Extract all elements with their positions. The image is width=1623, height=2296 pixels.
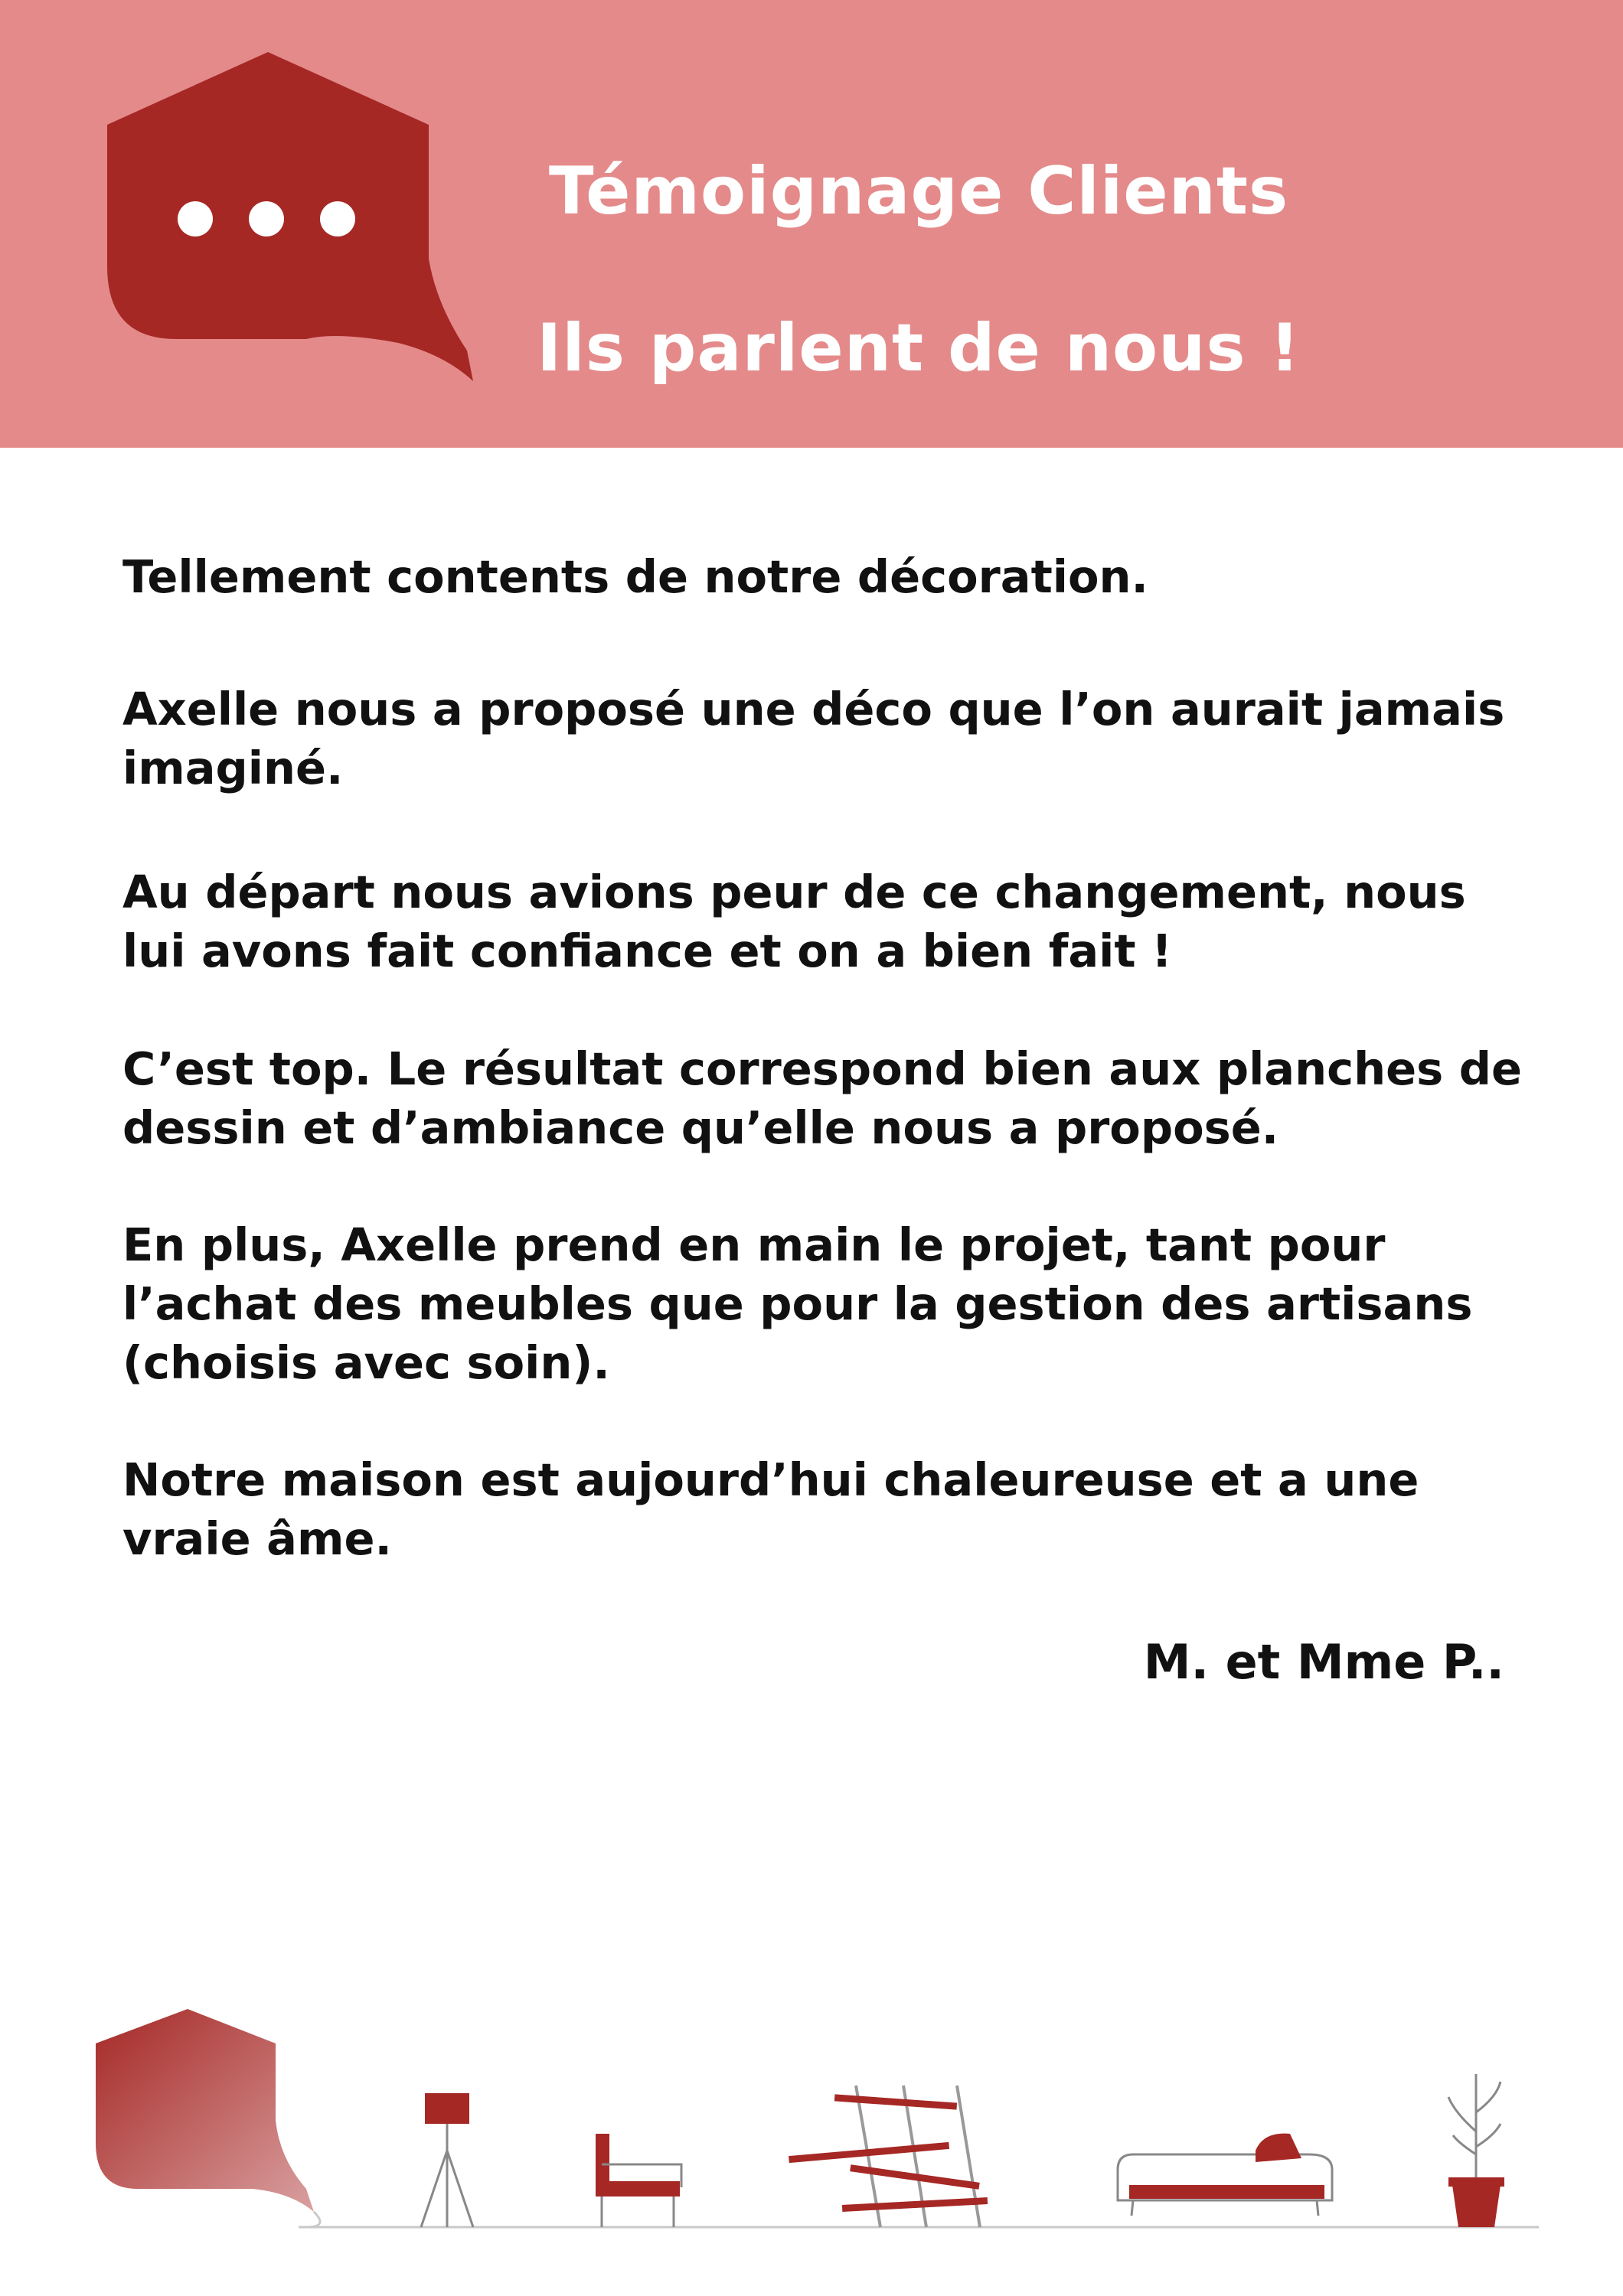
- testimonial-paragraph: Tellement contents de notre décoration.: [122, 550, 1148, 603]
- page-subtitle: Ils parlent de nous !: [537, 310, 1301, 386]
- signature: M. et Mme P..: [1143, 1634, 1504, 1690]
- testimonial-paragraph: Notre maison est aujourd’hui chaleureuse et a une vraie âme.: [122, 1453, 1419, 1565]
- testimonial-paragraph: Au départ nous avions peur de ce changement, nous lui avons fait confiance et on a bien fait !: [122, 866, 1466, 977]
- testimonial-paragraph: En plus, Axelle prend en main le projet, tant pour l’achat des meubles que pour la gestion des artisans (choisis avec soin).: [122, 1218, 1473, 1389]
- shelf-icon: [789, 2086, 988, 2227]
- testimonial-paragraph: C’est top. Le résultat correspond bien aux planches de dessin et d’ambiance qu’elle nous a proposé.: [122, 1042, 1523, 1154]
- footer-furniture-illustration: [84, 1998, 1546, 2250]
- house-bubble-icon: [96, 2009, 320, 2227]
- page-title: Témoignage Clients: [548, 153, 1289, 230]
- plant-pot-icon: [1448, 2074, 1504, 2227]
- armchair-icon: [596, 2134, 681, 2227]
- header-banner: [0, 0, 1623, 448]
- house-speech-bubble-icon: [107, 52, 475, 389]
- floor-lamp-icon: [421, 2093, 473, 2227]
- testimonial-paragraph: Axelle nous a proposé une déco que l’on aurait jamais imaginé.: [122, 683, 1505, 794]
- sofa-icon: [1118, 2134, 1332, 2216]
